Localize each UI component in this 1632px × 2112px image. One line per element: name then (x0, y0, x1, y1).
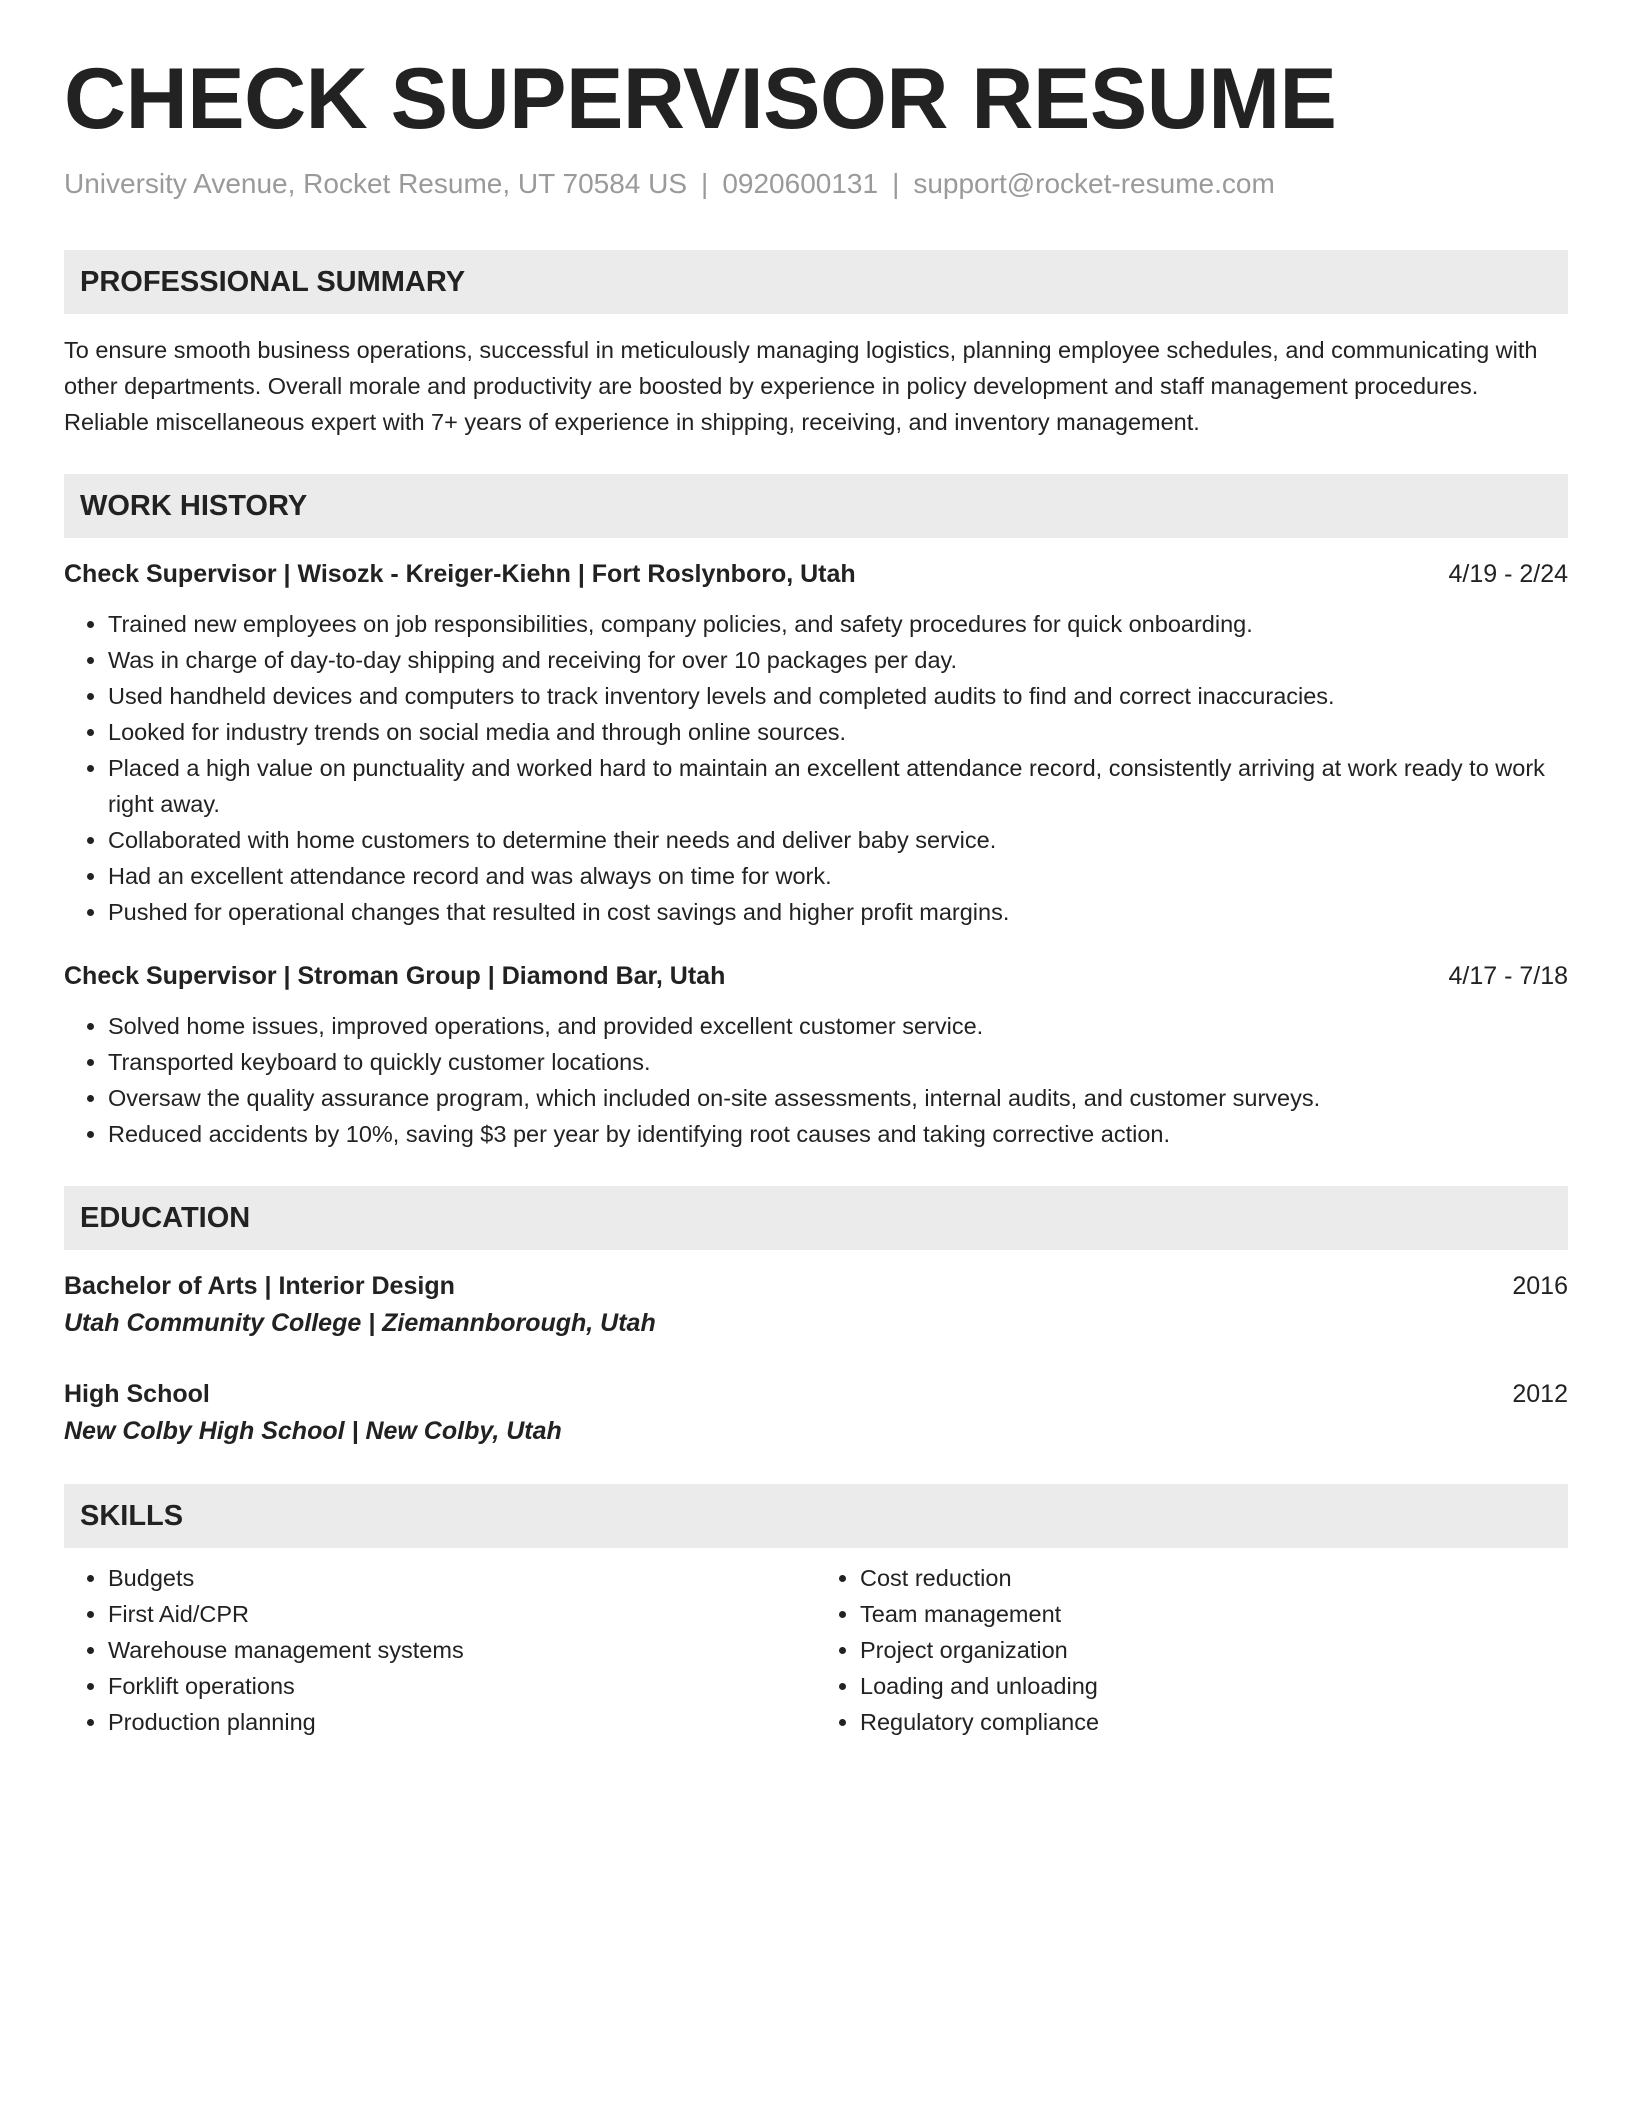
job-header (64, 556, 1568, 592)
skill-item: • Project organization (860, 1632, 1568, 1668)
education-school: Utah Community College | Ziemannborough, Utah (64, 1309, 656, 1338)
job-bullets (64, 606, 1568, 930)
job-entry (64, 958, 1568, 1152)
education-entry (64, 1268, 1568, 1342)
resume-title: CHECK SUPERVISOR RESUME (64, 51, 1337, 147)
job-bullet: • Used handheld devices and computers to track inventory levels and completed audits to find and correct inaccuracies. (108, 678, 1568, 714)
skill-item: • Cost reduction (860, 1560, 1568, 1596)
contact-separator: | (701, 168, 709, 199)
skill-item: • Regulatory compliance (860, 1704, 1568, 1740)
job-title: Check Supervisor | Wisozk - Kreiger-Kiehn | Fort Roslynboro, Utah (64, 560, 856, 589)
skill-item: • Loading and unloading (860, 1668, 1568, 1704)
job-title: Check Supervisor | Stroman Group | Diamond Bar, Utah (64, 962, 726, 991)
education-degree: High School (64, 1380, 210, 1409)
job-bullet: • Oversaw the quality assurance program, which included on-site assessments, internal audits, and customer surveys. (108, 1080, 1568, 1116)
summary-text: To ensure smooth business operations, successful in meticulously managing logistics, planning employee schedules, and communicating with other departments. Overall morale and productivity are boosted by experience in policy development and staff management procedures. Reliable miscellaneous expert with 7+ years of experience in shipping, receiving, and inventory management. (64, 337, 1538, 436)
job-bullet: • Pushed for operational changes that resulted in cost savings and higher profit margins. (108, 894, 1568, 930)
job-bullet: • Solved home issues, improved operations, and provided excellent customer service. (108, 1008, 1568, 1044)
education-year: 2012 (1512, 1380, 1568, 1409)
education-entry (64, 1376, 1568, 1450)
job-bullet: • Reduced accidents by 10%, saving $3 per year by identifying root causes and taking corrective action. (108, 1116, 1568, 1152)
skill-item: • Warehouse management systems (108, 1632, 816, 1668)
contact-phone: 0920600131 (722, 168, 879, 199)
contact-email: support@rocket-resume.com (913, 168, 1275, 199)
education-header (64, 1268, 1568, 1304)
contact-address: University Avenue, Rocket Resume, UT 70584 US (64, 168, 688, 199)
job-entry (64, 556, 1568, 930)
contact-separator: | (892, 168, 900, 199)
job-header (64, 958, 1568, 994)
skills-column-right (816, 1560, 1568, 1740)
job-bullet: • Trained new employees on job responsibilities, company policies, and safety procedures for quick onboarding. (108, 606, 1568, 642)
job-bullet: • Transported keyboard to quickly customer locations. (108, 1044, 1568, 1080)
skill-item: • Team management (860, 1596, 1568, 1632)
skills-column-left (64, 1560, 816, 1740)
job-bullet: • Looked for industry trends on social media and through online sources. (108, 714, 1568, 750)
job-bullet: • Collaborated with home customers to determine their needs and deliver baby service. (108, 822, 1568, 858)
job-bullet: • Placed a high value on punctuality and worked hard to maintain an excellent attendance record, consistently arriving at work ready to work right away. (108, 750, 1568, 822)
education-year: 2016 (1512, 1272, 1568, 1301)
skill-item: • First Aid/CPR (108, 1596, 816, 1632)
section-header-education: EDUCATION (64, 1186, 1568, 1250)
education-header (64, 1376, 1568, 1412)
contact-line (64, 166, 1568, 202)
job-dates: 4/17 - 7/18 (1448, 962, 1568, 991)
section-header-skills: SKILLS (64, 1484, 1568, 1548)
skill-item: • Production planning (108, 1704, 816, 1740)
job-bullet: • Had an excellent attendance record and was always on time for work. (108, 858, 1568, 894)
job-bullet: • Was in charge of day-to-day shipping and receiving for over 10 packages per day. (108, 642, 1568, 678)
skill-item: • Forklift operations (108, 1668, 816, 1704)
education-degree: Bachelor of Arts | Interior Design (64, 1272, 455, 1301)
skills-list (64, 1560, 1568, 1740)
job-bullets (64, 1008, 1568, 1152)
skill-item: • Budgets (108, 1560, 816, 1596)
education-school: New Colby High School | New Colby, Utah (64, 1417, 562, 1446)
section-header-work-history: WORK HISTORY (64, 474, 1568, 538)
section-header-summary: PROFESSIONAL SUMMARY (64, 250, 1568, 314)
job-dates: 4/19 - 2/24 (1448, 560, 1568, 589)
